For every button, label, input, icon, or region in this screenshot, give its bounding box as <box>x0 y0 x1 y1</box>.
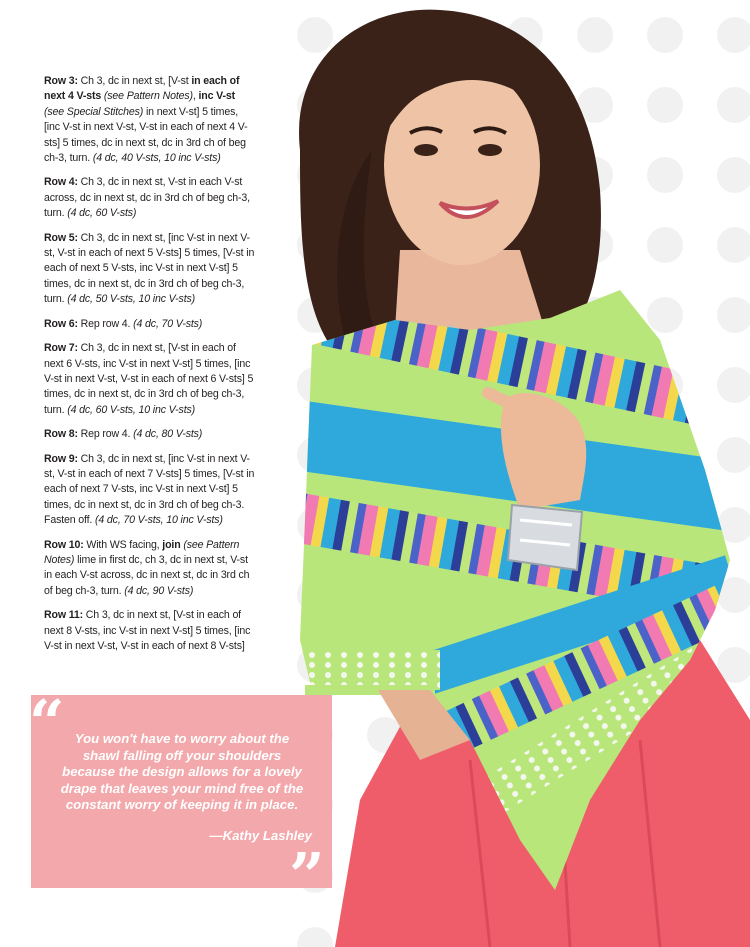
instruction-row <box>44 175 256 221</box>
row-label: Row 3: <box>44 75 78 87</box>
row-label: Row 4: <box>44 176 78 189</box>
row-label: Row 6: <box>44 317 78 330</box>
row-label: Row 11: <box>44 609 83 622</box>
row-label: Row 8: <box>44 428 78 441</box>
bold-text: in each of next 4 V-sts <box>44 75 240 103</box>
row-text: in next V-st] 5 times, [inc V-st in next V-st, V-st in each of next 4 V-sts] 5 times, dc in next st, dc in 3rd ch of beg ch-3, turn. <box>44 105 248 165</box>
instruction-row <box>44 231 256 308</box>
bold-text: inc V-st <box>198 90 235 103</box>
instruction-row <box>44 538 256 600</box>
row-text: Ch 3, dc in next st, [inc V-st in next V-st, V-st in each of next 7 V-sts] 5 times, [V-st in each of next 7 V-sts, inc V-st in next V-st] 5 times, dc in next st, dc in 3rd ch of beg ch-3. Fasten off. <box>44 452 255 527</box>
row-label: Row 5: <box>44 231 78 244</box>
italic-note: (4 dc, 90 V-sts) <box>124 584 194 597</box>
close-quote-mark: ” <box>289 839 325 912</box>
italic-note: (4 dc, 80 V-sts) <box>133 428 203 441</box>
row-text: Ch 3, dc in next st, [V-st in each of next 6 V-sts, inc V-st in next V-st] 5 times, [inc V-st in next V-st, V-st in each of next 6 V-sts] 5 times, dc in next st, dc in 3rd ch of beg ch-3, turn. <box>44 342 254 416</box>
row-text: , <box>192 90 199 103</box>
pattern-instructions <box>44 74 256 663</box>
row-text: Ch 3, dc in next st, V-st in each V-st across, dc in next st, dc in 3rd ch of beg ch-3, turn. <box>44 176 250 220</box>
row-text: Rep row 4. <box>77 317 134 330</box>
italic-note: (see Pattern Notes) <box>44 538 240 566</box>
italic-note: (see Special Stitches) <box>44 105 144 118</box>
quote-author: —Kathy Lashley <box>209 828 312 843</box>
instruction-row <box>44 317 256 332</box>
row-label: Row 7: <box>44 342 78 355</box>
instruction-row <box>44 74 256 166</box>
italic-note: (4 dc, 60 V-sts, 10 inc V-sts) <box>67 403 196 416</box>
bold-text: join <box>162 538 181 551</box>
pull-quote <box>29 686 332 912</box>
row-text: Ch 3, dc in next st, [V-st in each of next 8 V-sts, inc V-st in next V-st] 5 times, [inc V-st in next V-st, V-st in each of next 8 V-sts] <box>44 609 251 652</box>
italic-note: (4 dc, 40 V-sts, 10 inc V-sts) <box>92 152 221 165</box>
instruction-row <box>44 452 256 529</box>
instruction-row <box>44 427 256 442</box>
row-label: Row 9: <box>44 452 78 465</box>
instruction-row <box>44 341 256 418</box>
italic-note: (4 dc, 60 V-sts) <box>67 207 137 220</box>
quote-text: You won't have to worry about the shawl falling off your shoulders because the design allows for a lovely drape that leaves your mind free of the constant worry of keeping it in place. <box>60 731 304 813</box>
row-text: lime in first dc, ch 3, dc in next st, V-st in each V-st across, dc in next st, dc in 3rd ch of beg ch-3, turn. <box>44 553 250 597</box>
row-text: With WS facing, <box>83 538 163 551</box>
instruction-row <box>44 608 256 654</box>
row-text: Rep row 4. <box>77 428 134 441</box>
italic-note: (4 dc, 70 V-sts) <box>133 317 203 330</box>
italic-note: (see Pattern Notes) <box>103 90 193 103</box>
row-text: Ch 3, dc in next st, [V-st <box>77 75 192 87</box>
open-quote-mark: “ <box>29 686 65 759</box>
row-text: Ch 3, dc in next st, [inc V-st in next V-st, V-st in each of next 5 V-sts] 5 times, [V-st in each of next 5 V-sts, inc V-st in next V-st] 5 times, dc in next st, dc in 3rd ch of beg ch-3, turn. <box>44 231 255 306</box>
italic-note: (4 dc, 50 V-sts, 10 inc V-sts) <box>67 293 196 306</box>
italic-note: (4 dc, 70 V-sts, 10 inc V-sts) <box>95 514 223 527</box>
row-label: Row 10: <box>44 538 84 551</box>
